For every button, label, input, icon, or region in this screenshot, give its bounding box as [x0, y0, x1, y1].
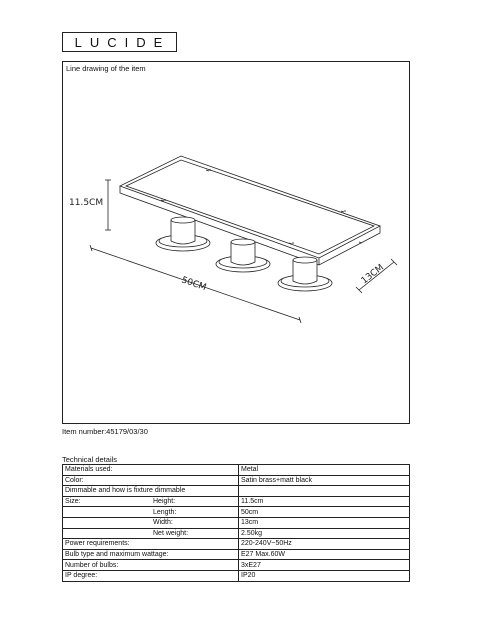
table-row: [63, 496, 410, 507]
row-value: Metal: [239, 465, 410, 476]
row-label: Bulb type and maximum wattage:: [63, 549, 239, 560]
row-value: 50cm: [239, 507, 410, 518]
table-row: [63, 549, 410, 560]
row-label: Power requirements:: [63, 539, 239, 550]
dimension-width-label: 13CM: [359, 262, 386, 287]
row-label-main: Size:: [65, 498, 81, 506]
row-label-main: [65, 508, 153, 517]
row-label: [63, 507, 239, 518]
row-label: Materials used:: [63, 465, 239, 476]
row-value: IP20: [239, 570, 410, 581]
row-sublabel: Width:: [153, 519, 173, 527]
row-value: 220-240V~50Hz: [239, 539, 410, 550]
row-label: IP degree:: [63, 570, 239, 581]
dimension-length-label: 50CM: [180, 275, 208, 294]
row-value: 2.50kg: [239, 528, 410, 539]
row-value: 11.5cm: [239, 496, 410, 507]
row-value: 3xE27: [239, 560, 410, 571]
row-label-main: [65, 529, 153, 538]
line-drawing-panel: [62, 61, 410, 424]
table-row: [63, 570, 410, 581]
row-label: Number of bulbs:: [63, 560, 239, 571]
product-line-drawing: [63, 62, 411, 425]
row-label: [63, 517, 239, 528]
table-row: [63, 539, 410, 550]
row-label: [63, 528, 239, 539]
table-row: [63, 507, 410, 518]
technical-details-title: Technical details: [62, 455, 118, 464]
table-row: [63, 528, 410, 539]
row-value: 13cm: [239, 517, 410, 528]
row-sublabel: Length:: [153, 508, 177, 516]
table-row: [63, 465, 410, 476]
table-row: [63, 517, 410, 528]
row-value: E27 Max.60W: [239, 549, 410, 560]
item-number: Item number:45179/03/30: [62, 427, 148, 436]
table-row: [63, 486, 410, 497]
technical-details-table: [62, 464, 410, 582]
row-sublabel: Net weight:: [153, 529, 189, 537]
row-label-main: [65, 518, 153, 527]
row-value: [239, 486, 410, 497]
row-label: Color:: [63, 475, 239, 486]
table-row: [63, 475, 410, 486]
brand-logo: LUCIDE: [62, 32, 177, 52]
dimension-height-label: 11.5CM: [69, 198, 104, 208]
row-label: [63, 496, 239, 507]
row-label: Dimmable and how is fixture dimmable: [63, 486, 239, 497]
table-row: [63, 560, 410, 571]
row-value: Satin brass+matt black: [239, 475, 410, 486]
drawing-title: Line drawing of the item: [66, 64, 146, 73]
row-sublabel: Height:: [153, 498, 176, 506]
